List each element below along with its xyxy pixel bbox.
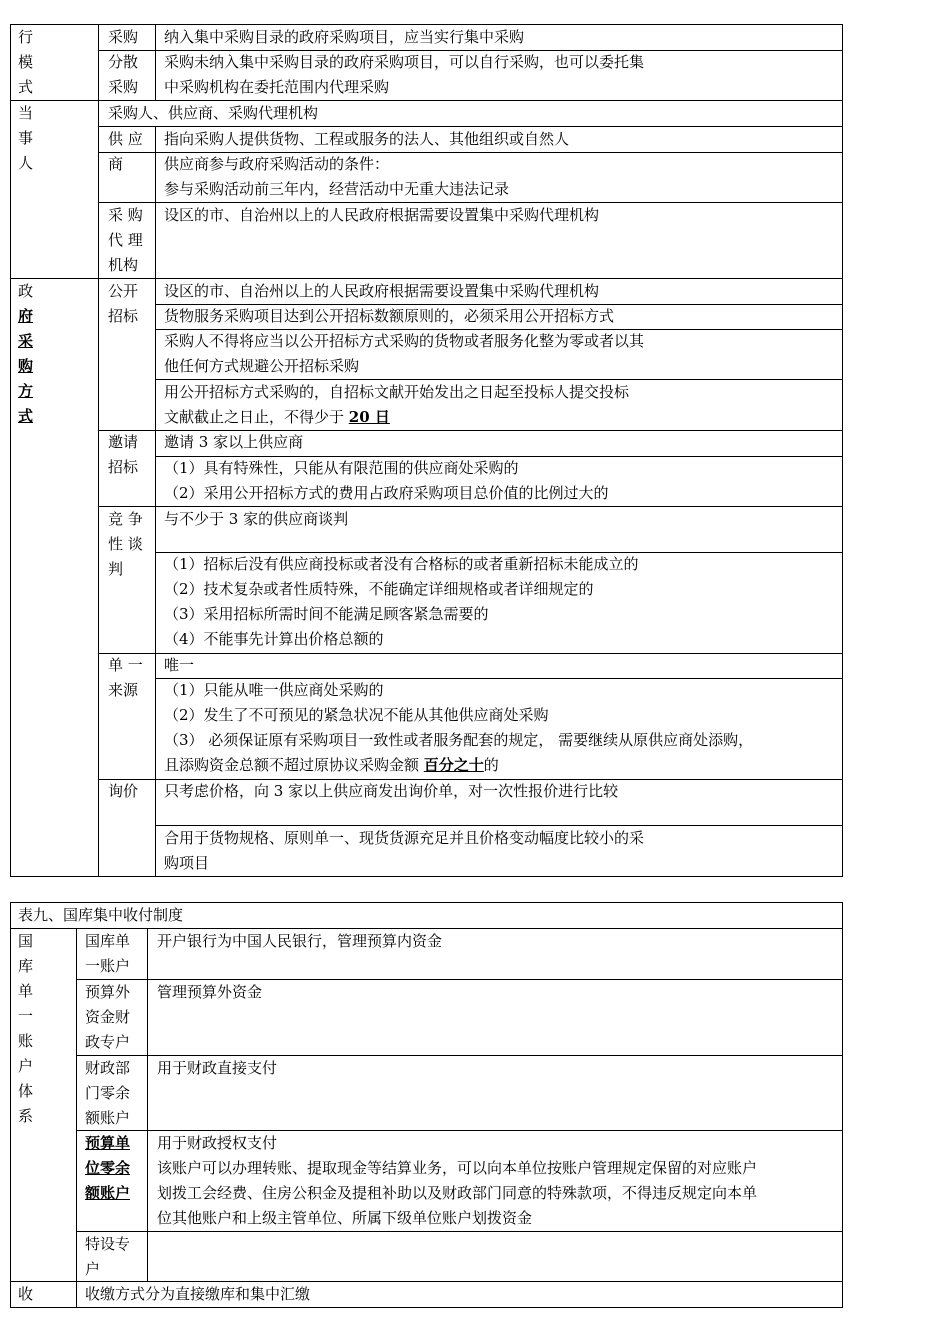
collection-label: 收: [18, 1285, 34, 1303]
treasury-account-text: 开户银行为中国人民银行，管理预算内资金: [157, 932, 443, 950]
table9-title: 表九、国库集中收付制度: [18, 906, 184, 924]
decentralized-procurement-text: 采购未纳入集中采购目录的政府采购项目，可以自行采购，也可以委托集 中采购机构在委托范围内代理采购: [164, 53, 645, 96]
open-tender-cat: 公开 招标: [108, 282, 139, 325]
negotiation-cat: 竞 争 性 谈 判: [108, 510, 143, 578]
negotiation-r1: 与不少于 3 家的供应商谈判: [164, 510, 349, 528]
agency-text: 设区的市、自治州以上的人民政府根据需要设置集中采购代理机构: [164, 206, 600, 224]
invite-tender-r1: 邀请 3 家以上供应商: [164, 433, 304, 451]
inquiry-r1: 只考虑价格，向 3 家以上供应商发出询价单，对一次性报价进行比较: [164, 782, 619, 800]
extra-budget-account-cat: 预算外 资金财 政专户: [85, 983, 131, 1051]
open-tender-r2: 货物服务采购项目达到公开招标数额原则的，必须采用公开招标方式: [164, 307, 615, 325]
collection-text: 收缴方式分为直接缴库和集中汇缴: [85, 1285, 311, 1303]
ten-percent: 百分之十: [423, 756, 484, 774]
unit-zero-account-cat: 预算单 位零余 额账户: [85, 1134, 131, 1202]
centralized-procurement-cat: 采购: [108, 28, 139, 46]
parties-label: 当 事 人: [18, 104, 34, 172]
supplier-definition: 指向采购人提供货物、工程或服务的法人、其他组织或自然人: [164, 130, 570, 148]
treasury-account-cat: 国库单 一账户: [85, 932, 131, 975]
open-tender-r3: 采购人不得将应当以公开招标方式采购的货物或者服务化整为零或者以其 他任何方式规避公开招标采购: [164, 332, 645, 375]
open-tender-r4: 用公开招标方式采购的，自招标文献开始发出之日起至投标人提交投标 文献截止之日止，不得少于 20 日: [164, 383, 630, 426]
finance-zero-account-cat: 财政部 门零余 额账户: [85, 1059, 131, 1127]
twenty-days: 20 日: [348, 408, 390, 426]
supplier-conditions: 供应商参与政府采购活动的条件： 参与采购活动前三年内，经营活动中无重大违法记录: [164, 155, 510, 198]
inquiry-r2: 合用于货物规格、原则单一、现货货源充足并且价格变动幅度比较小的采 购项目: [164, 829, 645, 872]
supplier-cat: 供 应 商: [108, 130, 143, 173]
special-account-cat: 特设专 户: [85, 1235, 131, 1278]
single-source-cat: 单 一 来源: [108, 656, 143, 699]
methods-label: 政 府 采 购 方 式: [18, 282, 34, 425]
single-source-r2: （1）只能从唯一供应商处采购的 （2）发生了不可预见的紧急状况不能从其他供应商处采购 （3） 必须保证原有采购项目一致性或者服务配套的规定， 需要继续从原供应商处添购， 且添购资金总额不超过原协议采购金额 百分之十的: [164, 681, 754, 774]
negotiation-r2: （1）招标后没有供应商投标或者没有合格标的或者重新招标未能成立的 （2）技术复杂或者性质特殊，不能确定详细规格或者详细规定的 （3）采用招标所需时间不能满足顾客紧急需要的 （4）不能事先计算出价格总额的: [164, 555, 639, 648]
open-tender-r1: 设区的市、自治州以上的人民政府根据需要设置集中采购代理机构: [164, 282, 600, 300]
parties-header: 采购人、供应商、采购代理机构: [108, 104, 319, 122]
invite-tender-r2: （1）具有特殊性，只能从有限范围的供应商处采购的 （2）采用公开招标方式的费用占政府采购项目总价值的比例过大的: [164, 459, 609, 502]
single-account-label: 国 库 单 一 账 户 体 系: [18, 932, 34, 1125]
mode-label: 行 模 式: [18, 28, 34, 96]
centralized-procurement-text: 纳入集中采购目录的政府采购项目，应当实行集中采购: [164, 28, 525, 46]
finance-zero-account-text: 用于财政直接支付: [157, 1059, 278, 1077]
extra-budget-account-text: 管理预算外资金: [157, 983, 263, 1001]
decentralized-procurement-cat: 分散 采购: [108, 53, 139, 96]
agency-cat: 采 购 代 理 机构: [108, 206, 143, 274]
inquiry-cat: 询价: [108, 782, 139, 800]
unit-zero-account-text: 用于财政授权支付 该账户可以办理转账、提取现金等结算业务，可以向本单位按账户管理规定保留的对应账户 划拨工会经费、住房公积金及提租补助以及财政部门同意的特殊款项，不得违反规定向本单 位其他账户和上级主管单位、所属下级单位账户划拨资金: [157, 1134, 758, 1227]
single-source-r1: 唯一: [164, 656, 195, 674]
invite-tender-cat: 邀请 招标: [108, 433, 139, 476]
